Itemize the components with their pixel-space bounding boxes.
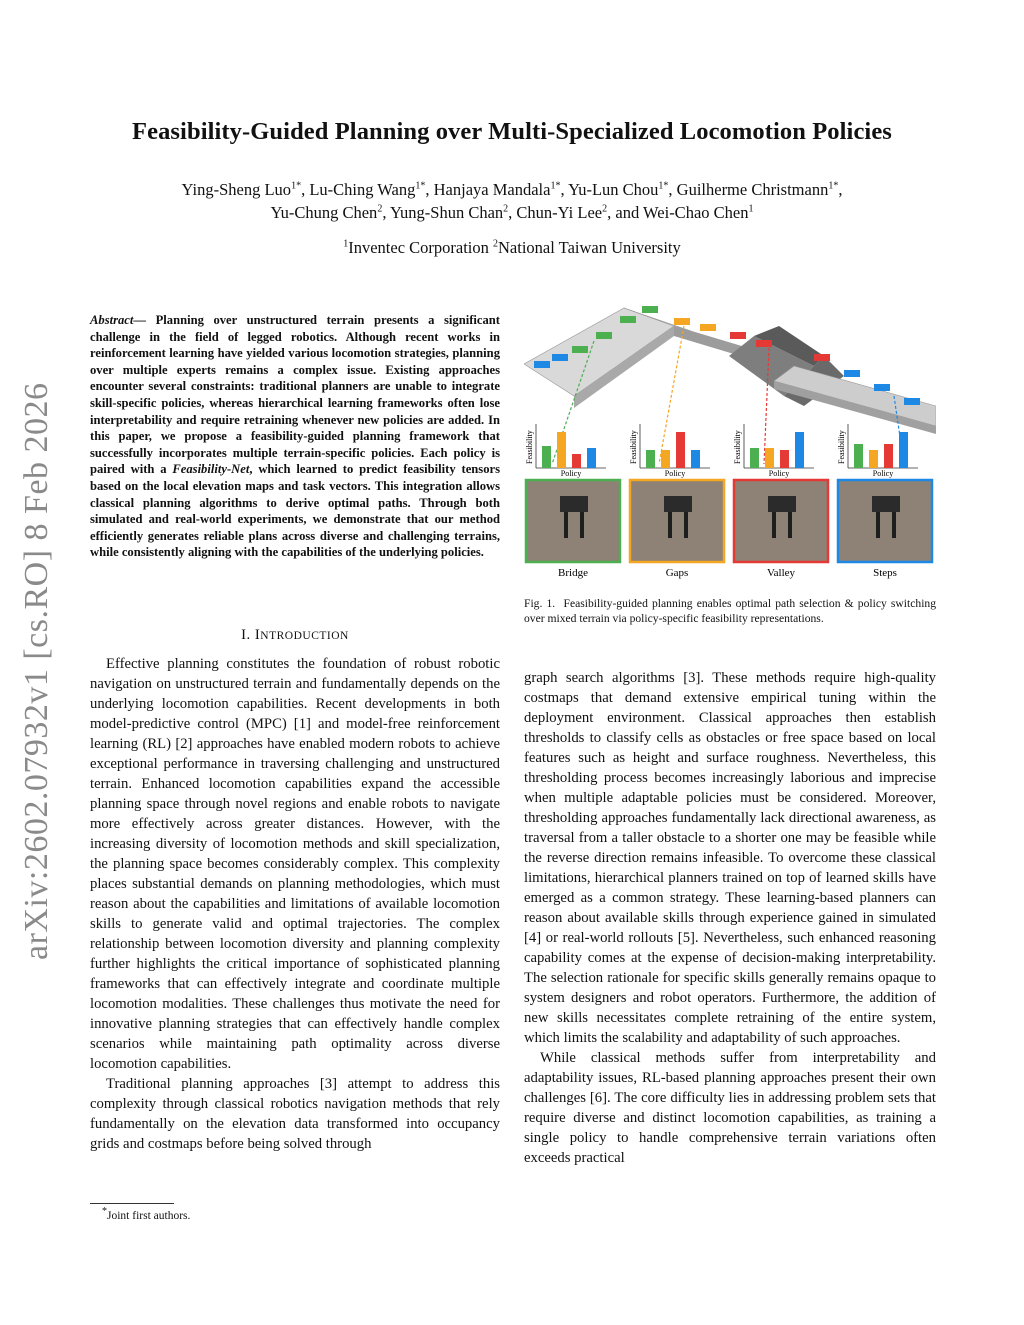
figure-caption: Fig. 1. Feasibility-guided planning enables optimal path selection & policy switching over mixed terrain via policy-specific feasibility representations. (524, 597, 937, 625)
feasibility-axis-label: Feasibility (629, 430, 638, 464)
feasibility-bar (765, 448, 774, 468)
feasibility-bar (854, 444, 863, 468)
feasibility-bar (587, 448, 596, 468)
robot-leg (580, 512, 584, 538)
section-heading: I. INTRODUCTION (241, 627, 349, 643)
robot-leg (788, 512, 792, 538)
feasibility-bar (691, 450, 700, 468)
intro-left-column (90, 654, 500, 1154)
feasibility-bar (661, 450, 670, 468)
robot-leg (876, 512, 880, 538)
right-paragraph-2: While classical methods suffer from interpretability and adaptability issues, RL-based planning approaches present their own challenges [6]. The core difficulty lies in addressing problem sets that require diverse and distinct locomotion capabilities, as training a single policy to handle comprehensive terrain variations often exceeds practical (524, 1050, 936, 1166)
feasibility-bar (869, 450, 878, 468)
feasibility-bar (899, 432, 908, 468)
terrain-photo (526, 480, 620, 562)
robot-leg (892, 512, 896, 538)
feasibility-bar (542, 446, 551, 468)
panel-label: Bridge (558, 567, 588, 579)
robot-leg (772, 512, 776, 538)
terrain-photo (734, 480, 828, 562)
feasibility-bar (750, 448, 759, 468)
panel-label: Gaps (665, 567, 689, 579)
feasibility-axis-label: Feasibility (837, 430, 846, 464)
robot-leg (684, 512, 688, 538)
policy-axis-label: Policy (768, 469, 790, 478)
intro-paragraph-1: Effective planning constitutes the foundation of robust robotic navigation on unstructured terrain and fundamentally depends on the underlying locomotion capabilities. Recent developments in both model-predictive control (MPC) [1] and model-free reinforcement learning (RL) [2] approaches have enabled modern robots to achieve exceptional performance in traversing challenging and unstructured terrain. Enhanced locomotion capabilities expand the accessible planning space through novel regions and enable robots to navigate more effectively across greater distances. However, with the increasing diversity of locomotion methods and skill specialization, the planning space becomes considerably complex. This complexity places substantial demands on planning methodologies, which must reason about the capabilities and limitations of available locomotion skills to generate valid and optimal trajectories. The complex relationship between locomotion diversity and planning complexity further highlights the critical importance of sophisticated planning frameworks that can effectively integrate and coordinate multiple locomotion modalities. These challenges thus motivate the need for innovative planning strategies that can effectively handle complex scenarios while maintaining path optimality across diverse locomotion capabilities. (90, 656, 500, 1072)
robot-leg (668, 512, 672, 538)
footnote-rule (90, 1203, 174, 1204)
figure-1 (524, 296, 936, 592)
author-line-1: Ying-Sheng Luo$^{1*}$, Lu-Ching Wang$^{1*}$, Hanjaya Mandala$^{1*}$, Yu-Lun Chou$^{1*}$, Guilherme Christmann$^{1*}$, (181, 180, 843, 199)
feasibility-axis-label: Feasibility (525, 430, 534, 464)
arxiv-stamp: arXiv:2602.07932v1 [cs.RO] 8 Feb 2026 (18, 382, 55, 960)
robot-photo-body (768, 496, 796, 512)
policy-axis-label: Policy (664, 469, 686, 478)
robot-photo-body (560, 496, 588, 512)
feasibility-bar (795, 432, 804, 468)
terrain-scene (524, 308, 936, 434)
intro-paragraph-2: Traditional planning approaches [3] attempt to address this complexity through classical robotics navigation methods that rely fundamentally on the elevation data transformed into occupancy grids and costmaps before being solved through (90, 1076, 500, 1152)
author-line-2: Yu-Chung Chen$^2$, Yung-Shun Chan$^2$, Chun-Yi Lee$^2$, and Wei-Chao Chen$^1$ (270, 203, 754, 222)
robot-photo-body (872, 496, 900, 512)
feasibility-bar (572, 454, 581, 468)
policy-axis-label: Policy (872, 469, 894, 478)
feasibility-bar (646, 450, 655, 468)
panel-label: Steps (873, 567, 897, 579)
right-paragraph-1: graph search algorithms [3]. These methods require high-quality costmaps that demand extensive empirical tuning within the deployment environment. Classical approaches then establish thresholds to classify cells as obstacles or free space based on local features such as height and surface roughness. Nevertheless, this thresholding process becomes increasingly laborious and imprecise when multiple adaptable policies must be considered. Moreover, thresholding approaches fundamentally lack directional awareness, as traversal from a taller obstacle to a shorter one may be feasible while the reverse direction remains infeasible. To overcome these classical limitations, hierarchical planners trained on top of learned skills have emerged as a common strategy. These learning-based planners can reason about available skills through experience gained in simulated [4] or real-world rollouts [5]. Nevertheless, such enhanced reasoning capability comes at the expense of decision-making interpretability. The selection rationale for specific skills generally remains opaque to system designers and robot operators. Furthermore, the addition of new skills necessitates complete retraining of the entire system, which limits the scalability and adaptability of such approaches. (524, 670, 936, 1046)
feasibility-bar (557, 432, 566, 468)
feasibility-axis-label: Feasibility (733, 430, 742, 464)
abstract-label: Abstract (90, 313, 134, 327)
robot-leg (564, 512, 568, 538)
footnote: *Joint first authors. (102, 1206, 191, 1222)
feasibility-bar (884, 444, 893, 468)
feasibility-bar (676, 432, 685, 468)
panel-label: Valley (766, 567, 796, 579)
intro-right-column (524, 668, 936, 1168)
paper-title: Feasibility-Guided Planning over Multi-Specialized Locomotion Policies (132, 118, 892, 145)
feasibility-panels (525, 424, 932, 579)
affiliations: $^1$Inventec Corporation $^2$National Taiwan University (343, 238, 681, 257)
abstract: Abstract— Planning over unstructured terrain presents a significant challenge in the field of legged robotics. Although recent works in reinforcement learning have yielded various locomotion strategies, planning over multiple experts remains a complex issue. Existing approaches encounter several constraints: traditional planners are unable to integrate skill-specific policies, whereas hierarchical learning frameworks often lose interpretability and require retraining whenever new policies are added. In this paper, we propose a feasibility-guided planning framework that successfully incorporates multiple terrain-specific policies. Each policy is paired with a Feasibility-Net, which learned to predict feasibility tensors based on the local elevation maps and task vectors. This integration allows classical planning algorithms to derive optimal paths. Through both simulated and real-world experiments, we demonstrate that our method efficiently generates reliable plans across diverse and challenging terrains, while consistently aligning with the capabilities of the underlying policies. (90, 313, 500, 560)
terrain-photo (838, 480, 932, 562)
feasibility-bar (780, 450, 789, 468)
policy-axis-label: Policy (560, 469, 582, 478)
terrain-photo (630, 480, 724, 562)
robot-photo-body (664, 496, 692, 512)
